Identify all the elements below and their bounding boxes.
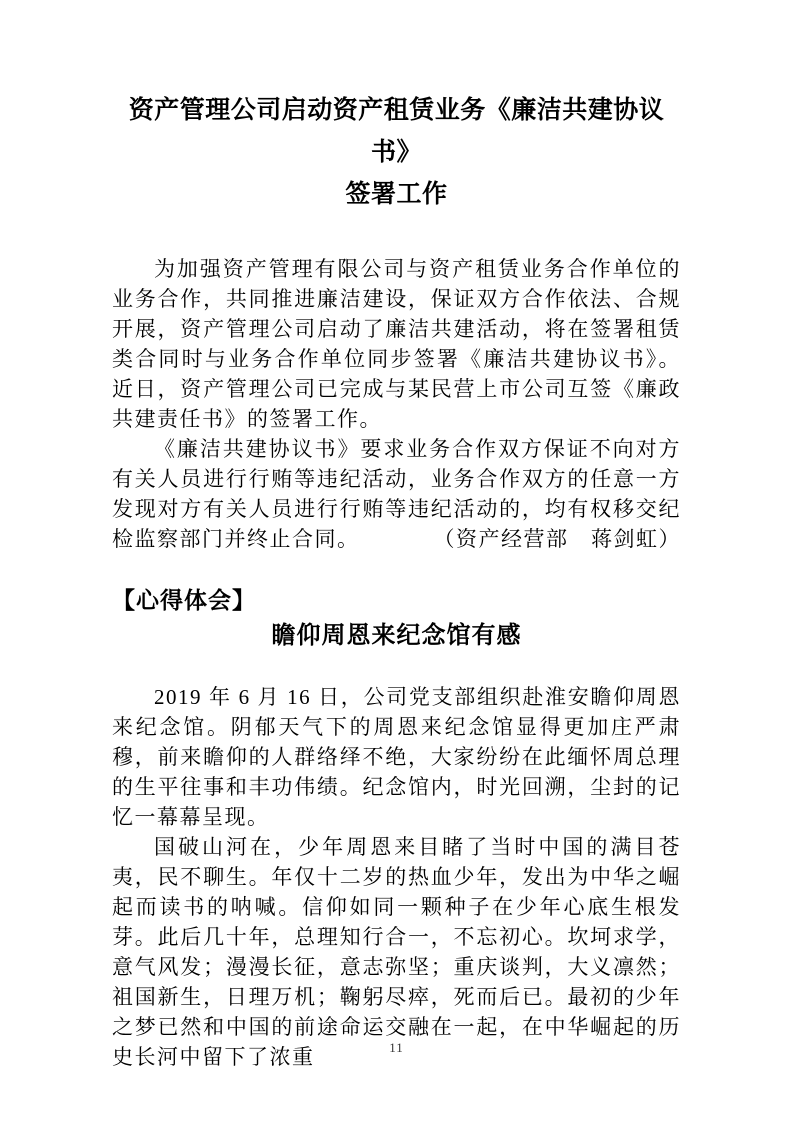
article-paragraph-2-text: 《廉洁共建协议书》要求业务合作双方保证不向对方有关人员进行行贿等违纪活动，业务合作双方的任意一方发现对方有关人员进行行贿等违纪活动的，均有权移交纪检监察部门并终止合同。 [112,437,681,551]
article-title [112,90,681,216]
article-title-line1: 资产管理公司启动资产租赁业务《廉洁共建协议书》 [128,97,665,166]
section-title: 瞻仰周恩来纪念馆有感 [271,623,522,649]
article-attribution: （资产经营部 蒋剑虹） [433,527,681,551]
section-paragraph-2: 国破山河在，少年周恩来目睹了当时中国的满目苍夷，民不聊生。年仅十二岁的热血少年，发出为中华之崛起而读书的呐喊。信仰如同一颗种子在少年心底生根发芽。此后几十年，总理知行合一，不忘初心。坎坷求学，意气风发；漫漫长征，意志弥坚；重庆谈判，大义凛然；祖国新生，日理万机；鞠躬尽瘁，死而后已。最初的少年之梦已然和中国的前途命运交融在一起，在中华崛起的历史长河中留下了浓重 [112,835,681,1069]
section-header-xindetihui: 【心得体会】 [112,588,256,613]
article-paragraph-2 [112,434,681,554]
article-title-line2: 签署工作 [345,181,448,208]
page-number: 11 [389,1040,404,1055]
section-paragraph-1: 2019 年 6 月 16 日，公司党支部组织赴淮安瞻仰周恩来纪念馆。阴郁天气下的周恩来纪念馆显得更加庄严肃穆，前来瞻仰的人群络绎不绝，大家纷纷在此缅怀周总理的生平往事和丰功伟绩。纪念馆内，时光回溯，尘封的记忆一幕幕呈现。 [112,685,681,829]
article-paragraph-1: 为加强资产管理有限公司与资产租赁业务合作单位的业务合作，共同推进廉洁建设，保证双方合作依法、合规开展，资产管理公司启动了廉洁共建活动，将在签署租赁类合同时与业务合作单位同步签署《廉洁共建协议书》。近日，资产管理公司已完成与某民营上市公司互签《廉政共建责任书》的签署工作。 [112,257,681,431]
